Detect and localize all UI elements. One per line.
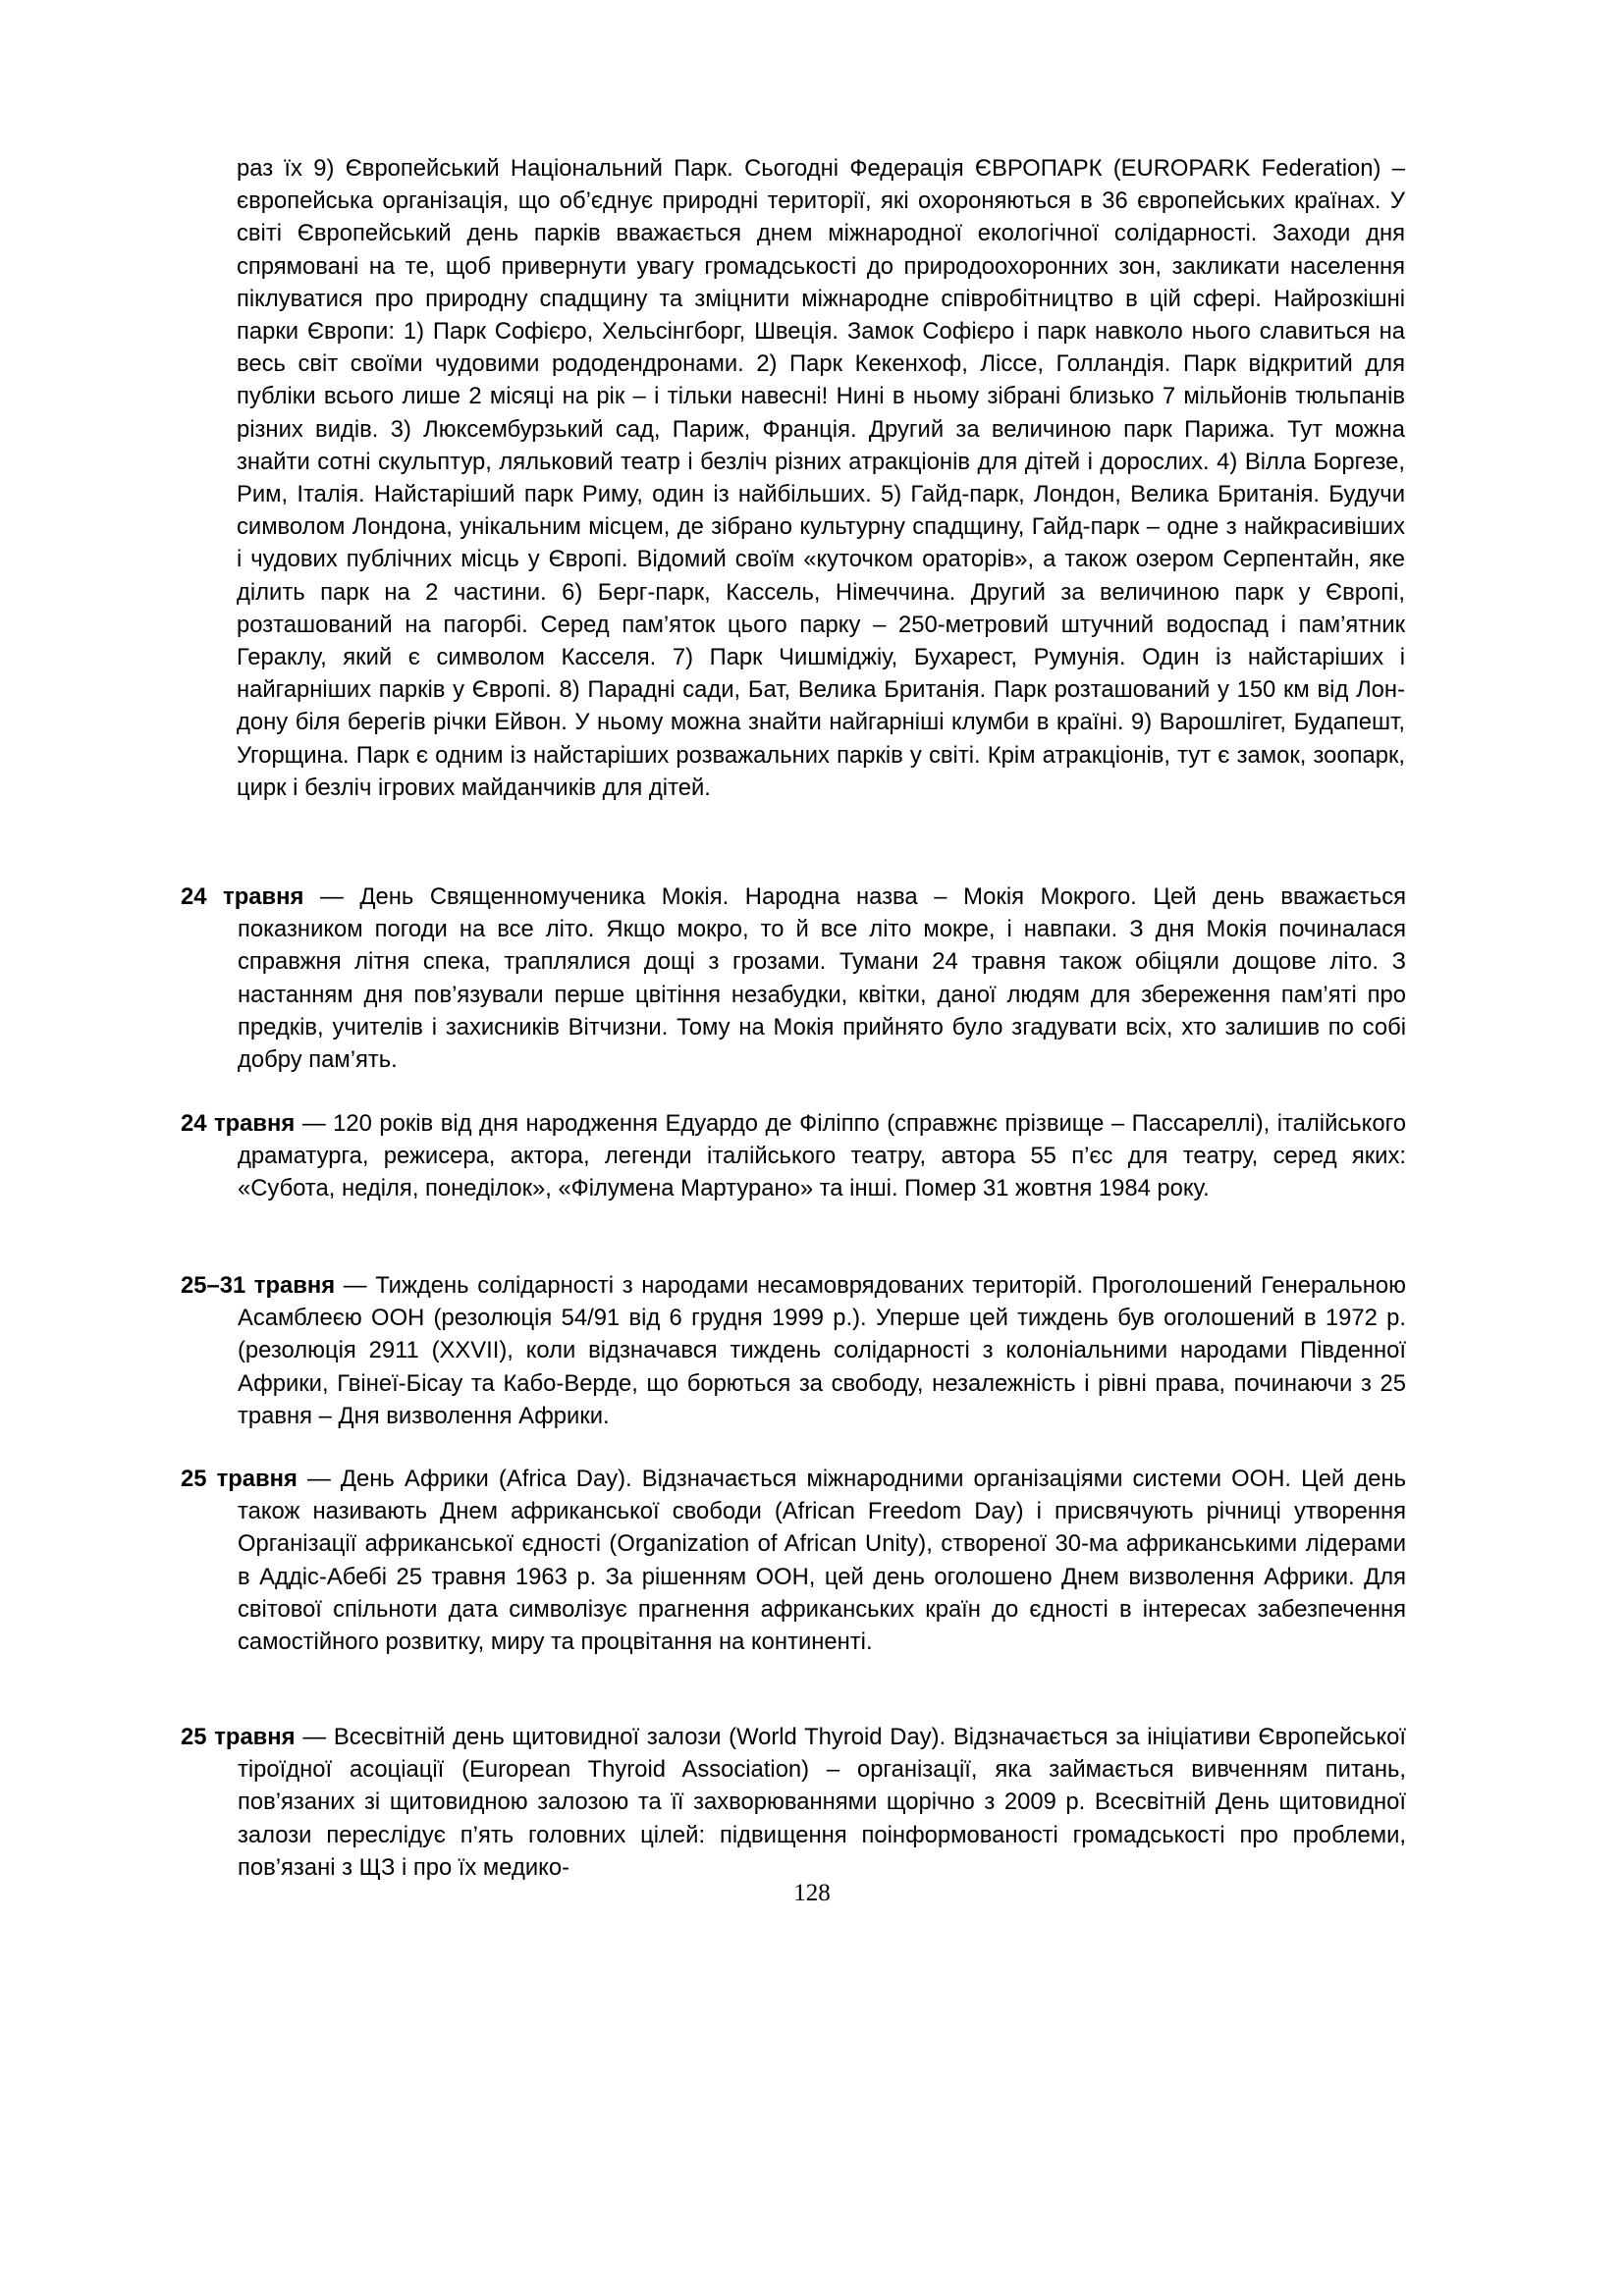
entry-paragraph <box>181 1107 1406 1205</box>
entry-text: — 120 років від дня народження Едуардо де Філіппо (справжнє прізвище – Пассареллі), італійського драматурга, режисера, актора, легенди італійського театру, автора 55 п’єс для театру, серед яких: «Субота, неділя, понеділок», «Філумена Мартурано» та інші. Помер 31 жовтня 1984 року. <box>238 1110 1406 1202</box>
entry-date: 24 травня <box>181 1110 296 1137</box>
entry-paragraph <box>181 881 1406 1076</box>
entry-text: — День Африки (Africa Day). Відзначається міжнародними організаціями системи ООН. Цей день також називають Днем африканської свободи (African Freedom Day) і присвячують річниці утворення Організації африканської єдності (Organization of African Unity), створеної 30-ма африканськими лідерами в Аддіс-Абебі 25 травня 1963 р. За рішенням ООН, цей день оголошено Днем визволення Африки. Для світової спільноти дата символізує прагнення африканських країн до єдності в інтересах забезпечення самостійного розвитку, миру та процвітання на континенті. <box>238 1466 1406 1656</box>
entry-date: 25–31 травня <box>181 1272 336 1299</box>
entry-date: 25 травня <box>181 1466 298 1492</box>
page-number: 128 <box>793 1880 831 1906</box>
entry-paragraph <box>181 1721 1406 1884</box>
entry-paragraph <box>181 1463 1406 1658</box>
intro-paragraph: раз їх 9) Європейський Національний Парк. Сьогодні Федерація ЄВРОПАРК (EUROPARK Federation) – європейська організація, що об’єднує природні території, які охороняються в 36 європейських країнах. У світі Європейський день парків вважається днем міжнародної екологічної солідарності. Заходи дня спрямовані на те, щоб привернути увагу громадськості до природоохоронних зон, закликати населення піклуватися про природну спадщину та зміцнити міжнародне співробітництво в цій сфері. Найрозкішні парки Європи: 1) Парк Софієро, Хельсінгборг, Швеція. Замок Софієро і парк навколо нього славиться на весь світ своїми чудовими рододендронами. 2) Парк Кекенхоф, Ліссе, Голландія. Парк відкритий для публіки всього лише 2 місяці на рік – і тільки навесні! Нині в ньому зібрані близько 7 мільйонів тюльпанів різних видів. 3) Люксембурзький сад, Париж, Франція. Другий за величиною парк Парижа. Тут можна знайти сотні скульптур, ляльковий театр і безліч різних атракціонів для дітей і дорослих. 4) Вілла Боргезе, Рим, Італія. Найстаріший парк Риму, один із найбільших. 5) Гайд-парк, Лондон, Велика Британія. Будучи символом Лондона, унікальним місцем, де зібрано культурну спадщину, Гайд-парк – одне з найкрасивіших і чудових публічних місць у Європі. Відомий своїм «куточком ораторів», а також озером Серпентайн, яке ділить парк на 2 частини. 6) Берг-парк, Кассель, Німеччина. Другий за величиною парк у Європі, розташований на пагорбі. Серед пам’яток цього парку – 250-метровий штучний водоспад і пам’ятник Гераклу, який є символом Касселя. 7) Парк Чишміджіу, Бухарест, Румунія. Один із найстаріших і найгарніших парків у Європі. 8) Парадні сади, Бат, Велика Британія. Парк розташований у 150 км від Лондону біля берегів річки Ейвон. У ньому можна знайти найгарніші клумби в країні. 9) Варошлігет, Будапешт, Угорщина. Парк є одним із найстаріших розважальних парків у світі. Крім атракціонів, тут є замок, зоопарк, цирк і безліч ігрових майданчиків для дітей. <box>237 155 1405 801</box>
entry-date: 25 травня <box>181 1724 296 1750</box>
entry-paragraph <box>181 1269 1406 1432</box>
entry-text: — Тиждень солідарності з народами несамоврядованих територій. Проголошений Генеральною Асамблеєю ООН (резолюція 54/91 від 6 грудня 1999 р.). Уперше цей тиждень був оголошений в 1972 р. (резолюція 2911 (XXVII), коли відзначався тиждень солідарності з колоніальними народами Південної Африки, Гвінеї-Бісау та Кабо-Верде, що борються за свободу, незалежність і рівні права, починаючи з 25 травня – Дня визволення Африки. <box>238 1272 1406 1429</box>
entry-date: 24 травня <box>181 883 304 910</box>
entry-text: — День Священномученика Мокія. Народна назва – Мокія Мокрого. Цей день вважається показником погоди на все літо. Якщо мокро, то й все літо мокре, і навпаки. З дня Мокія починалася справжня літня спека, траплялися дощі з грозами. Тумани 24 травня також обіцяли дощове літо. З настанням дня пов’язували перше цвітіння незабудки, квітки, даної людям для збереження пам’яті про предків, учителів і захисників Вітчизни. Тому на Мокія прийнято було згадувати всіх, хто залишив по собі добру пам’ять. <box>238 883 1406 1074</box>
entry-text: — Всесвітній день щитовидної залози (World Thyroid Day). Відзначається за ініціативи Європейської тіроїдної асоціації (European Thyroid Association) – організації, яка займається вивченням питань, пов’язаних зі щитовидною залозою та її захворюваннями щорічно з 2009 р. Всесвітній День щитовидної залози переслідує п’ять головних цілей: підвищення поінформованості громадськості про проблеми, пов’язані з ЩЗ і про їх медико- <box>238 1724 1406 1881</box>
